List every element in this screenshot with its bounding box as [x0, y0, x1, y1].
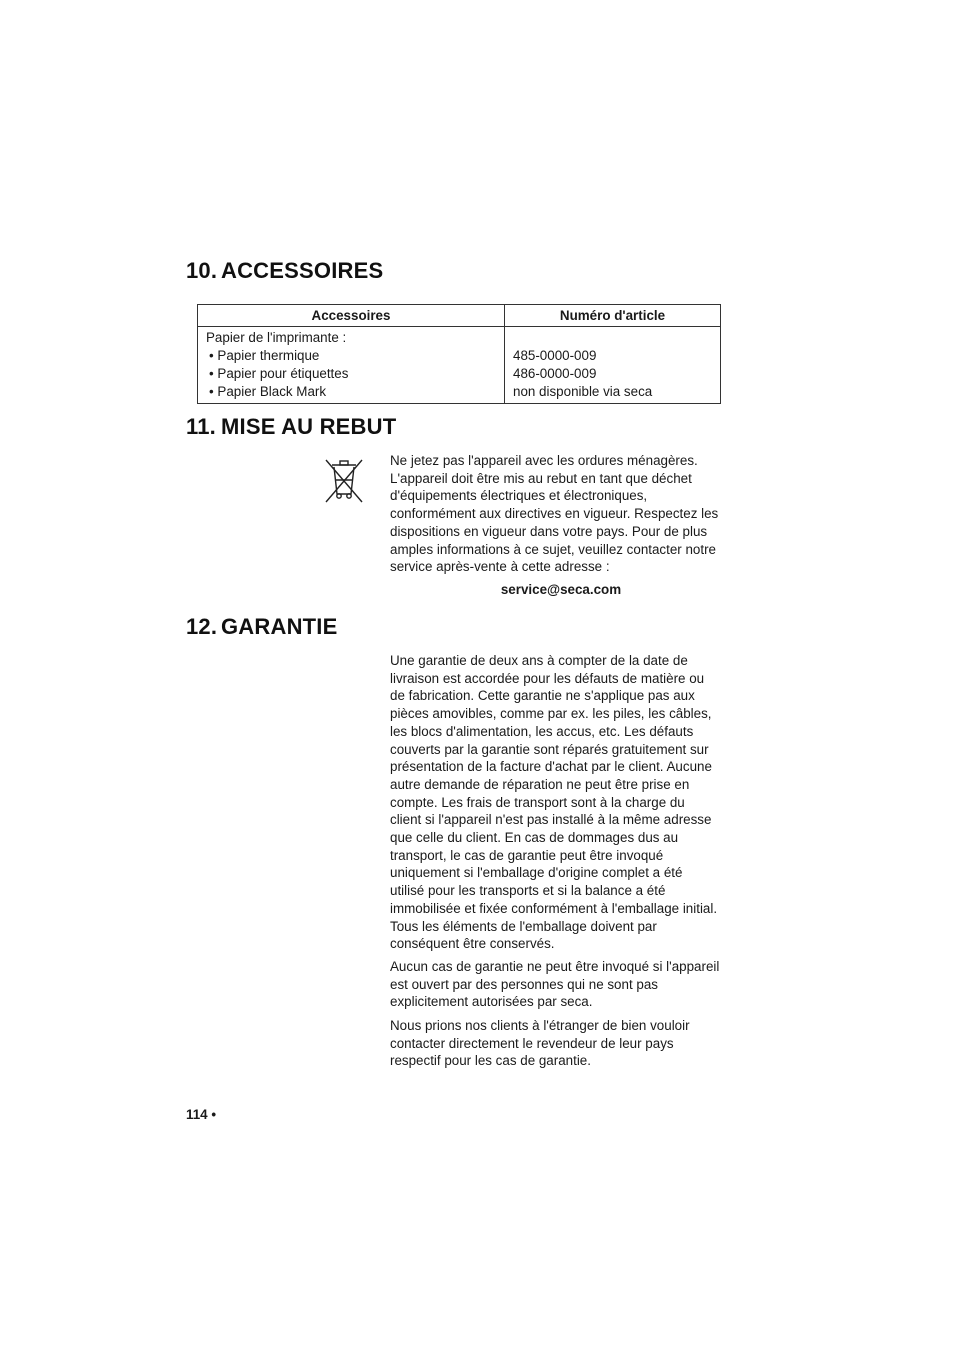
group-label: Papier de l'imprimante :	[206, 330, 347, 345]
text-line: livraison est accordée pour les défauts de matière ou	[390, 670, 705, 686]
text-line: pièces amovibles, comme par ex. les piles, les câbles,	[390, 706, 712, 722]
section-heading-accessories	[186, 258, 383, 284]
text-line: Ne jetez pas l'appareil avec les ordures ménagères.	[390, 453, 698, 468]
warranty-paragraph-1	[390, 652, 732, 953]
page-number: 114 •	[186, 1107, 217, 1122]
text-line: Aucun cas de garantie ne peut être invoqué si l'appareil	[390, 959, 720, 974]
text-line: Nous prions nos clients à l'étranger de bien vouloir	[390, 1018, 690, 1033]
text-line: transport, le cas de garantie peut être invoqué	[390, 847, 664, 863]
table-header-accessories: Accessoires	[198, 305, 505, 327]
text-line: immobilisée et fixée conformément à l'emballage initial.	[390, 900, 718, 916]
article-number-cell	[505, 327, 721, 404]
text-line: service après-vente à cette adresse :	[390, 559, 610, 575]
text-line: est ouvert par des personnes qui ne sont pas	[390, 976, 658, 992]
section-number: 12.	[186, 614, 218, 639]
text-line: compte. Les frais de transport sont à la charge du	[390, 794, 685, 810]
text-line: conformément aux directives en vigueur. Respectez les	[390, 506, 719, 522]
text-line: autre demande de réparation ne peut être prise en	[390, 776, 690, 792]
text-line: conséquent être conservés.	[390, 936, 555, 952]
text-line: uniquement si l'emballage d'origine complet a été	[390, 865, 683, 881]
section-heading-warranty	[186, 614, 338, 640]
text-line: dispositions en vigueur dans votre pays. Pour de plus	[390, 523, 708, 539]
section-heading-disposal	[186, 414, 396, 440]
text-line: les blocs d'alimentation, les accus, etc. Les défauts	[390, 723, 694, 739]
list-item: • Papier pour étiquettes	[209, 366, 349, 381]
section-number: 10.	[186, 258, 218, 283]
section-title: ACCESSOIRES	[221, 258, 384, 283]
warranty-paragraph-3	[390, 1017, 732, 1070]
article-number: 486-0000-009	[513, 366, 597, 381]
service-email: service@seca.com	[500, 582, 622, 597]
section-number: 11.	[186, 414, 216, 439]
list-item: • Papier Black Mark	[209, 384, 327, 399]
text-line: amples informations à ce sujet, veuillez contacter notre	[390, 541, 716, 557]
text-line: utilisé pour les transports et si la balance a été	[390, 883, 666, 899]
list-item: • Papier thermique	[209, 348, 320, 363]
text-line: contacter directement le revendeur de leur pays	[390, 1035, 674, 1051]
section-title: GARANTIE	[221, 614, 338, 639]
text-line: L'appareil doit être mis au rebut en tant que déchet	[390, 470, 692, 486]
text-line: couverts par la garantie sont réparés gratuitement sur	[390, 741, 709, 757]
article-number: 485-0000-009	[513, 348, 597, 363]
text-line: d'équipements électriques et électroniques,	[390, 488, 648, 504]
text-line: Une garantie de deux ans à compter de la date de	[390, 653, 688, 668]
text-line: de fabrication. Cette garantie ne s'applique pas aux	[390, 688, 695, 704]
article-number: non disponible via seca	[513, 384, 653, 399]
accessories-table	[197, 304, 721, 404]
weee-crossed-bin-icon	[323, 456, 365, 504]
accessories-cell	[198, 327, 505, 404]
text-line: présentation de la facture d'achat par le client. Aucune	[390, 759, 712, 775]
table-header-row	[198, 305, 721, 327]
warranty-paragraph-2	[390, 958, 732, 1011]
table-header-article-number: Numéro d'article	[505, 305, 721, 327]
text-line: client si l'appareil n'est pas installé à la même adresse	[390, 812, 712, 828]
section-title: MISE AU REBUT	[221, 414, 397, 439]
disposal-text	[390, 452, 732, 576]
text-line: respectif pour les cas de garantie.	[390, 1053, 591, 1069]
table-row	[198, 327, 721, 404]
text-line: Tous les éléments de l'emballage doivent par	[390, 918, 657, 934]
text-line: que celle du client. En cas de dommages dus au	[390, 830, 679, 846]
text-line: explicitement autorisées par seca.	[390, 994, 593, 1010]
